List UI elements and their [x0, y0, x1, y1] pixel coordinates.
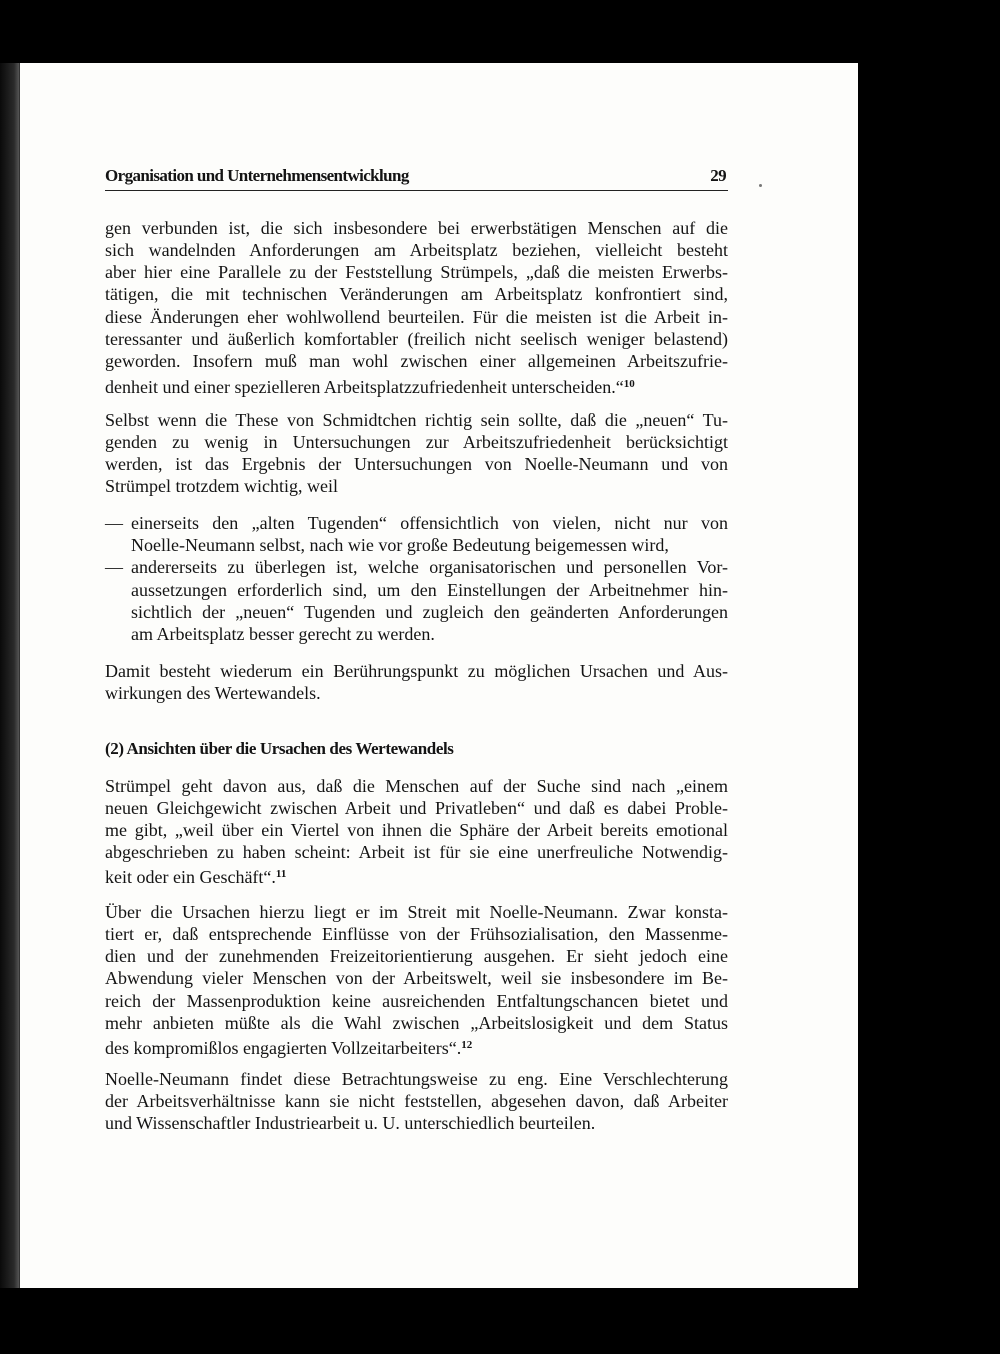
line-text: tätigen, die mit technischen Veränderungen am Arbeitsplatz konfrontiert sind, [105, 284, 728, 304]
text-line [105, 1112, 728, 1134]
text-line [105, 1012, 728, 1034]
text-line [105, 863, 728, 888]
line-text: werden, ist das Ergebnis der Untersuchungen von Noelle-Neumann und von [105, 454, 728, 474]
speck-mark [759, 184, 762, 187]
text-line [105, 990, 728, 1012]
list-item-line: andererseits zu überlegen ist, welche organisatorischen und personellen Vor- [131, 557, 728, 577]
line-text: Über die Ursachen hierzu liegt er im Streit mit Noelle-Neumann. Zwar konsta- [105, 902, 728, 922]
line-text: abgeschrieben zu haben scheint: Arbeit ist für sie eine unerfreuliche Notwendig- [105, 842, 728, 862]
line-text: und Wissenschaftler Industriearbeit u. U. unterschiedlich beurteilen. [105, 1113, 596, 1133]
list-item-line: Noelle-Neumann selbst, nach wie vor große Bedeutung beigemessen wird, [131, 535, 669, 555]
line-text: neuen Gleichgewicht zwischen Arbeit und Privatleben“ und daß es dabei Proble- [105, 798, 728, 818]
line-text: Abwendung vieler Menschen von der Arbeitswelt, weil sie insbesondere im Be- [105, 968, 728, 988]
page-number: 29 [710, 166, 726, 185]
line-text: teressanter und äußerlich komfortabler (freilich nicht seelisch weniger belastend) [105, 329, 728, 349]
text-line [105, 453, 728, 475]
line-text: sich wandelnden Anforderungen am Arbeitsplatz beziehen, vielleicht besteht [105, 240, 728, 260]
footnote-marker: 12 [461, 1039, 473, 1051]
section-heading: (2) Ansichten über die Ursachen des Wertewandels [105, 739, 454, 758]
list-item-line: einerseits den „alten Tugenden“ offensichtlich von vielen, nicht nur von [131, 513, 728, 533]
line-text: der Arbeitsverhältnisse kann sie nicht feststellen, abgesehen davon, daß Arbeiter [105, 1091, 728, 1111]
line-text: Damit besteht wiederum ein Berührungspunkt zu möglichen Ursachen und Aus- [105, 661, 728, 681]
line-text: mehr anbieten müßte als die Wahl zwischen „Arbeitslosigkeit und dem Status [105, 1013, 728, 1033]
text-line [105, 373, 728, 398]
text-line [105, 945, 728, 967]
text-line [105, 239, 728, 261]
text-line [105, 1090, 728, 1112]
text-line [105, 283, 728, 305]
line-text: Noelle-Neumann findet diese Betrachtungsweise zu eng. Eine Verschlechterung [105, 1069, 728, 1089]
text-line [105, 967, 728, 989]
text-line [105, 923, 728, 945]
text-line [105, 328, 728, 350]
text-line [105, 797, 728, 819]
line-text: denheit und einer spezielleren Arbeitsplatzzufriedenheit unterscheiden.“ [105, 377, 624, 397]
line-text: dien und der zunehmenden Freizeitorientierung ausgehen. Er sieht jedoch eine [105, 946, 728, 966]
line-text: gen verbunden ist, die sich insbesondere bei erwerbstätigen Menschen auf die [105, 218, 728, 238]
footnote-marker: 11 [275, 868, 287, 880]
line-text: reich der Massenproduktion keine ausreichenden Entfaltungschancen bietet und [105, 991, 728, 1011]
line-text: Strümpel trotzdem wichtig, weil [105, 476, 338, 496]
text-line [105, 350, 728, 372]
text-line [105, 261, 728, 283]
line-text: diese Änderungen eher wohlwollend beurteilen. Für die meisten ist die Arbeit in- [105, 307, 728, 327]
text-line [105, 475, 728, 497]
list-bullet-dash: — [105, 557, 123, 577]
list-item-line: aussetzungen erforderlich sind, um den Einstellungen der Arbeitnehmer hin- [131, 580, 728, 600]
line-text: Selbst wenn die These von Schmidtchen richtig sein sollte, daß die „neuen“ Tu- [105, 410, 728, 430]
text-line [105, 1068, 728, 1090]
text-line [105, 775, 728, 797]
text-line [105, 431, 728, 453]
line-text: aber hier eine Parallele zu der Feststellung Strümpels, „daß die meisten Erwerbs- [105, 262, 728, 282]
line-text: keit oder ein Geschäft“. [105, 867, 276, 887]
list-item-line: sichtlich der „neuen“ Tugenden und zugleich den geänderten Anforderungen [131, 602, 728, 622]
line-text: wirkungen des Wertewandels. [105, 683, 321, 703]
text-line [105, 841, 728, 863]
list-bullet-dash: — [105, 513, 123, 533]
text-line [105, 217, 728, 239]
text-line [105, 1034, 728, 1059]
running-header-title: Organisation und Unternehmensentwicklung [105, 166, 409, 185]
list-item-line: am Arbeitsplatz besser gerecht zu werden. [131, 624, 435, 644]
text-line [105, 306, 728, 328]
running-header [105, 164, 728, 191]
line-text: genden zu wenig in Untersuchungen zur Arbeitszufriedenheit berücksichtigt [105, 432, 728, 452]
book-gutter-shadow [0, 63, 20, 1288]
text-line [105, 682, 728, 704]
line-text: geworden. Insofern muß man wohl zwischen einer allgemeinen Arbeitszufrie- [105, 351, 728, 371]
text-line [105, 409, 728, 431]
line-text: tiert er, daß entsprechende Einflüsse von der Frühsozialisation, den Massenme- [105, 924, 728, 944]
line-text: me gibt, „weil über ein Viertel von ihnen die Sphäre der Arbeit bereits emotional [105, 820, 728, 840]
text-line [105, 901, 728, 923]
footnote-marker: 10 [623, 378, 635, 390]
line-text: Strümpel geht davon aus, daß die Menschen auf der Suche sind nach „einem [105, 776, 728, 796]
text-line [105, 819, 728, 841]
text-line [105, 660, 728, 682]
line-text: des kompromißlos engagierten Vollzeitarbeiters“. [105, 1038, 462, 1058]
